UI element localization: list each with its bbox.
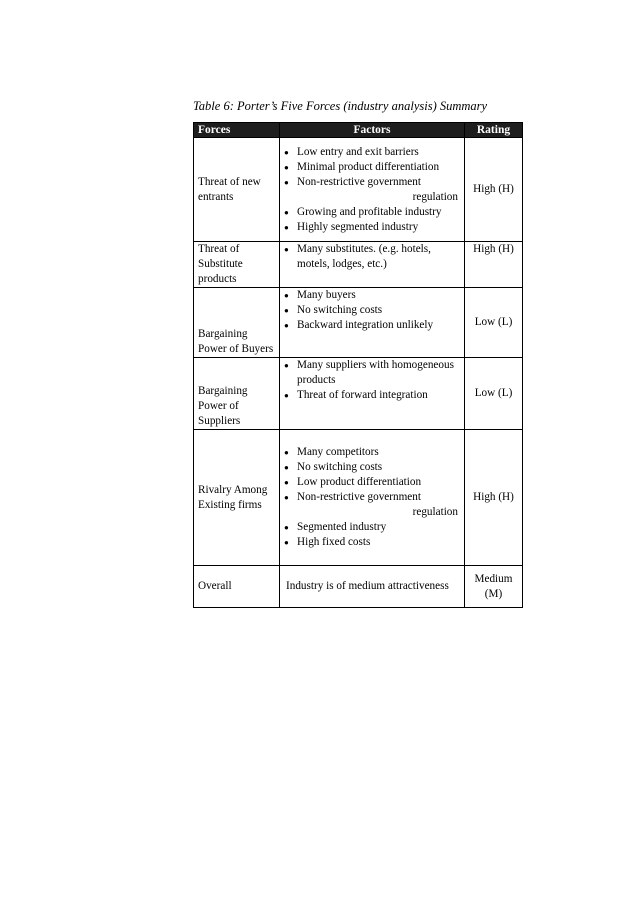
factor-item: ● Threat of forward integration xyxy=(284,388,460,403)
factor-item: ● Low product differentiation xyxy=(284,475,460,490)
force-cell: Rivalry Among Existing firms xyxy=(194,430,280,566)
factor-item: ● Minimal product differentiation xyxy=(284,160,460,175)
force-cell: Threat of new entrants xyxy=(194,138,280,242)
factors-cell: Industry is of medium attractiveness xyxy=(280,566,465,608)
factor-item: ● Many substitutes. (e.g. hotels, motels, lodges, etc.) xyxy=(284,242,460,272)
factor-item: ● High fixed costs xyxy=(284,535,460,550)
rating-cell: High (H) xyxy=(465,242,523,288)
factor-continuation: regulation xyxy=(412,190,458,203)
header-row xyxy=(194,123,523,138)
table-row xyxy=(194,566,523,608)
force-cell: Bargaining Power of Buyers xyxy=(194,288,280,358)
factors-cell xyxy=(280,288,465,358)
factors-cell xyxy=(280,138,465,242)
header-factors: Factors xyxy=(280,123,465,138)
table-row xyxy=(194,358,523,430)
rating-cell: Low (L) xyxy=(465,358,523,430)
force-cell: Overall xyxy=(194,566,280,608)
header-rating: Rating xyxy=(465,123,523,138)
five-forces-table xyxy=(193,122,523,608)
table-row xyxy=(194,242,523,288)
factor-text: Non-restrictive government xyxy=(297,175,421,188)
rating-cell: High (H) xyxy=(465,138,523,242)
factor-item: ● No switching costs xyxy=(284,303,460,318)
table-row xyxy=(194,430,523,566)
table-row xyxy=(194,288,523,358)
factor-item: ● Many buyers xyxy=(284,288,460,303)
factor-item: ● Segmented industry xyxy=(284,520,460,535)
rating-cell: Medium (M) xyxy=(465,566,523,608)
factor-item xyxy=(284,490,460,520)
factor-item: ● Many suppliers with homogeneous products xyxy=(284,358,460,388)
rating-cell: Low (L) xyxy=(465,288,523,358)
force-cell: Threat of Substitute products xyxy=(194,242,280,288)
factor-item: ● Many competitors xyxy=(284,445,460,460)
factors-cell xyxy=(280,242,465,288)
rating-cell: High (H) xyxy=(465,430,523,566)
factor-item: ● Backward integration unlikely xyxy=(284,318,460,333)
factors-cell xyxy=(280,358,465,430)
factor-item: ● No switching costs xyxy=(284,460,460,475)
header-forces: Forces xyxy=(194,123,280,138)
factor-item: ● Growing and profitable industry xyxy=(284,205,460,220)
table-row xyxy=(194,138,523,242)
factor-item: ● Highly segmented industry xyxy=(284,220,460,235)
table-caption: Table 6: Porter’s Five Forces (industry analysis) Summary xyxy=(193,99,488,113)
factor-item xyxy=(284,175,460,205)
force-cell: Bargaining Power of Suppliers xyxy=(194,358,280,430)
factor-text: Non-restrictive government xyxy=(297,491,421,503)
factors-cell xyxy=(280,430,465,566)
factor-continuation: regulation xyxy=(412,506,458,518)
factor-item: ● Low entry and exit barriers xyxy=(284,145,460,160)
